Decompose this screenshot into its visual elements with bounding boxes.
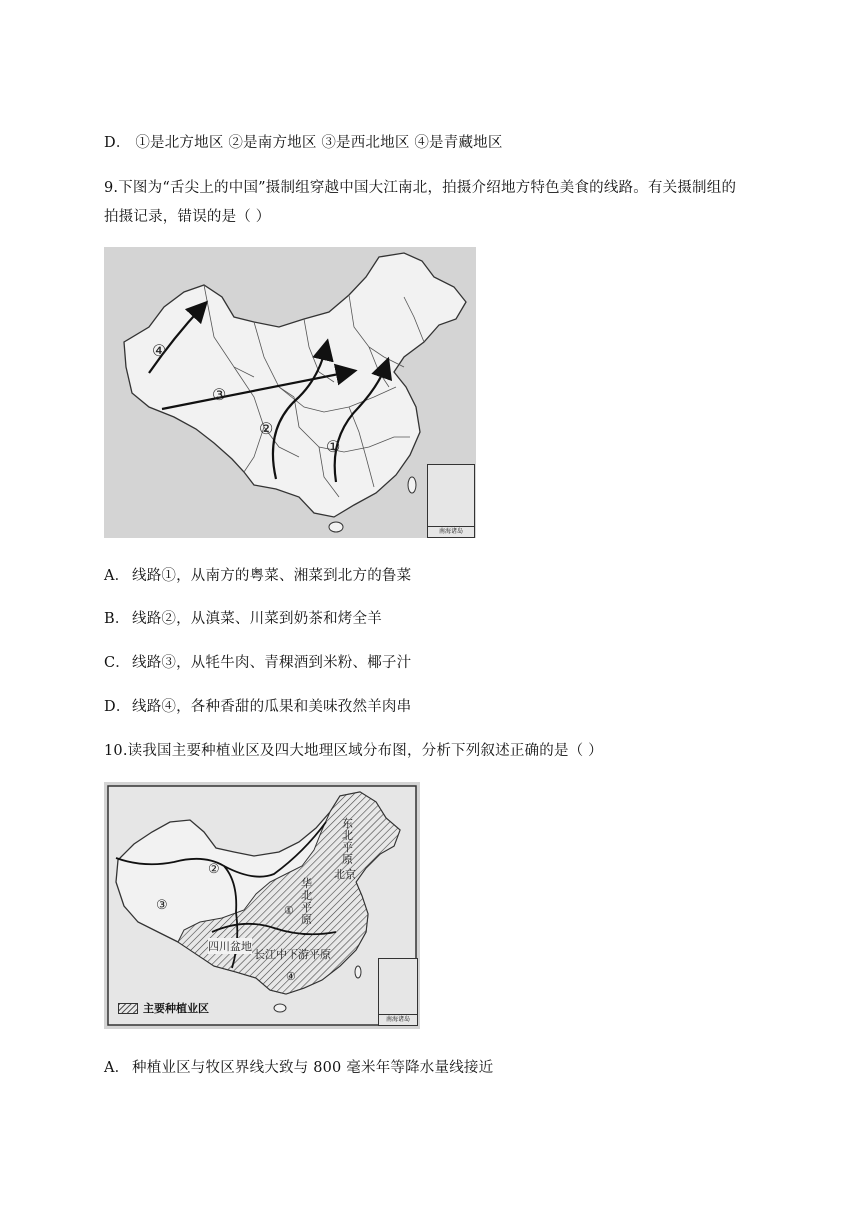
region-4-label: ④ [286,970,296,983]
q9-option-b [104,607,382,628]
label-north-china-plain: 华北平原 [301,877,312,926]
q9-stem-line1: 9.下图为“舌尖上的中国”摄制组穿越中国大江南北，拍摄介绍地方特色美食的线路。有关摄制组的 [104,180,737,196]
label-yangtze-plain: 长江中下游平原 [254,948,331,961]
south-china-sea-inset-2 [378,958,418,1026]
q9-option-a [104,564,411,585]
legend-hatch-swatch [118,1003,138,1014]
route-4-label: ④ [152,341,167,360]
route-1-label: ① [326,437,341,456]
legend-label: 主要种植业区 [143,1002,209,1015]
inset-caption: 南海诸岛 [428,526,474,537]
q10-option-a [104,1056,493,1077]
region-3-label: ③ [156,898,168,913]
region-2-label: ② [208,862,220,877]
q10-stem: 10.读我国主要种植业区及四大地理区域分布图，分析下列叙述正确的是（ ） [104,743,603,759]
south-china-sea-inset [427,464,475,538]
map-legend [118,1000,209,1016]
q9-option-c [104,651,411,672]
q9-stem-line2: 拍摄记录，错误的是（ ） [104,209,271,225]
q10-option-a-text: 种植业区与牧区界线大致与 800 毫米年等降水量线接近 [132,1060,494,1076]
route-2-label: ② [259,419,274,438]
label-sichuan-basin: 四川盆地 [208,940,252,953]
label-northeast-plain: 东北平原 [342,817,353,866]
route-3-label: ③ [212,385,227,404]
q9-option-b-letter: B． [104,611,130,627]
china-outline-map [104,247,476,538]
q9-option-d [104,695,411,716]
q9-option-a-letter: A． [104,568,130,584]
q9-route-map [104,247,476,538]
region-1-label: ① [284,904,294,917]
q10-option-a-letter: A． [104,1060,130,1076]
q8-option-d: D． ①是北方地区 ②是南方地区 ③是西北地区 ④是青藏地区 [104,135,503,151]
q9-option-a-text: 线路①，从南方的粤菜、湘菜到北方的鲁菜 [132,568,412,584]
q9-option-d-letter: D． [104,699,131,715]
q10-region-map [104,782,420,1029]
q9-option-b-text: 线路②，从滇菜、川菜到奶茶和烤全羊 [132,611,382,627]
q9-option-d-text: 线路④，各种香甜的瓜果和美味孜然羊肉串 [132,699,412,715]
china-region-map [104,782,420,1029]
q9-option-c-letter: C． [104,655,130,671]
label-beijing: 北京 [334,868,356,881]
q9-option-c-text: 线路③，从牦牛肉、青稞酒到米粉、椰子汁 [132,655,412,671]
inset-caption-2: 南海诸岛 [379,1014,417,1025]
